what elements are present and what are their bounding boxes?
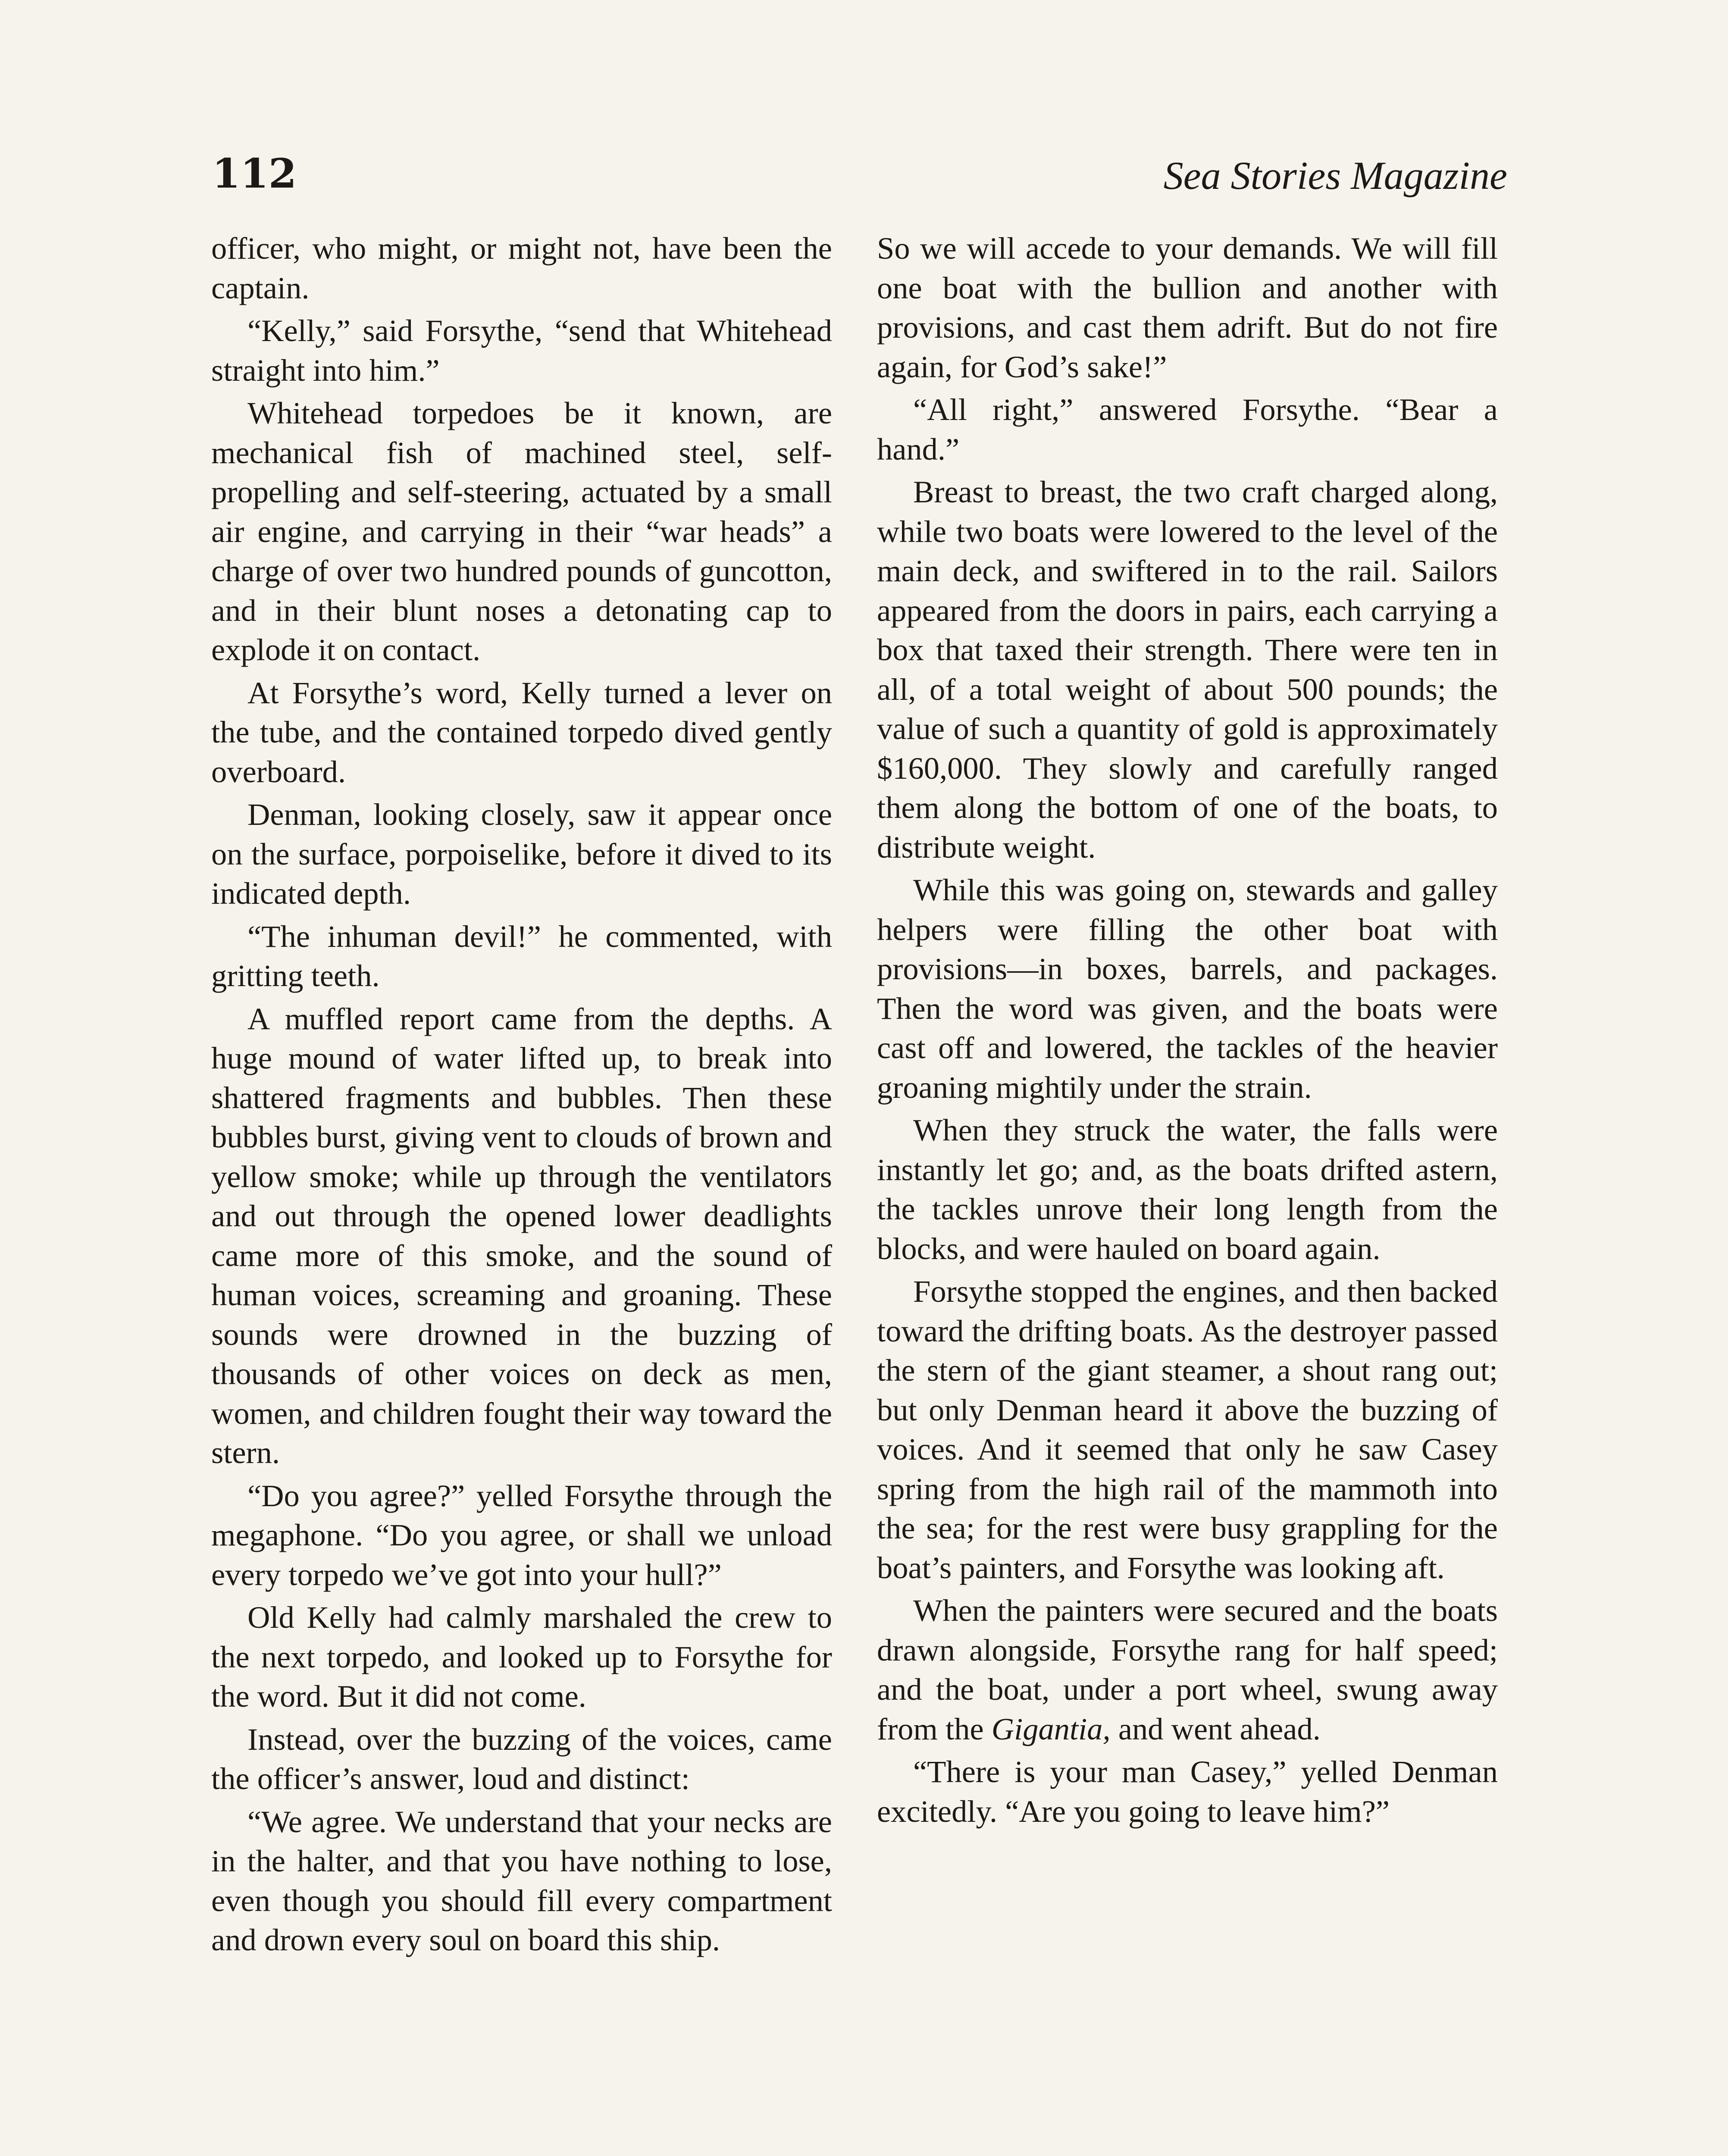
paragraph: While this was going on, stewards and galley helpers were filling the other boat with provisions—in boxes, barrels, and packages. Then the word was given, and the boats were cast off and lowered, the tackles of the heavier groaning mightily under the strain. — [877, 872, 1498, 1105]
paragraph: “Do you agree?” yelled Forsythe through the megaphone. “Do you agree, or shall we unload every torpedo we’ve got into your hull?” — [211, 1478, 832, 1592]
paragraph: Old Kelly had calmly marshaled the crew to the next torpedo, and looked up to Forsythe for the word. But it did not come. — [211, 1600, 832, 1714]
paragraph-text: and went ahead. — [1110, 1711, 1321, 1746]
paragraph: A muffled report came from the depths. A huge mound of water lifted up, to break into shattered fragments and bubbles. Then these bubbles burst, giving vent to clouds of brown and yellow smoke; while up through the ventilators and out through the opened lower deadlights came more of this smoke, and the sound of human voices, screaming and groaning. These sounds were drowned in the buzzing of thousands of other voices on deck as men, women, and children fought their way toward the stern. — [211, 1001, 832, 1470]
paragraph: “The inhuman devil!” he commented, with gritting teeth. — [211, 918, 832, 993]
paragraph: Forsythe stopped the engines, and then backed toward the drifting boats. As the destroyer passed the stern of the giant steamer, a shout rang out; but only Denman heard it above the buzzing of voices. And it seemed that only he saw Casey spring from the high rail of the mammoth into the sea; for the rest were busy grappling for the boat’s painters, and Forsythe was looking aft. — [877, 1274, 1498, 1585]
page-number: 112 — [212, 150, 297, 197]
ship-name: Gigantia, — [991, 1711, 1111, 1746]
paragraph: “We agree. We understand that your necks are in the halter, and that you have nothing to lose, even though you should fill every compartment and drown every soul on board this ship. — [211, 1804, 832, 1957]
paragraph: Denman, looking closely, saw it appear once on the surface, porpoiselike, before it dived to its indicated depth. — [211, 797, 832, 911]
paragraph: So we will accede to your demands. We will fill one boat with the bullion and another with provisions, and cast them adrift. But do not fire again, for God’s sake!” — [877, 231, 1498, 384]
running-head: Sea Stories Magazine — [1163, 154, 1507, 197]
paragraph: officer, who might, or might not, have been the captain. — [211, 231, 832, 305]
paragraph: “All right,” answered Forsythe. “Bear a hand.” — [877, 392, 1498, 467]
paragraph: Breast to breast, the two craft charged along, while two boats were lowered to the level of the main deck, and swiftered in to the rail. Sailors appeared from the doors in pairs, each carrying a box that taxed their strength. There were ten in all, of a total weight of about 500 pounds; the value of such a quantity of gold is approximately $160,000. They slowly and carefully ranged them along the bottom of one of the boats, to distribute weight. — [877, 474, 1498, 865]
paragraph — [877, 1591, 1498, 1749]
paragraph: “Kelly,” said Forsythe, “send that Whitehead straight into him.” — [211, 313, 832, 388]
paragraph-text: When the painters were secured and the boats drawn alongside, Forsythe rang for half speed; and the boat, under a port wheel, swung away from the — [877, 1593, 1498, 1746]
right-column — [877, 229, 1498, 1834]
paragraph: Instead, over the buzzing of the voices, came the officer’s answer, loud and distinct: — [211, 1721, 832, 1796]
left-column — [211, 229, 832, 1963]
paragraph: “There is your man Casey,” yelled Denman excitedly. “Are you going to leave him?” — [877, 1754, 1498, 1829]
paragraph: At Forsythe’s word, Kelly turned a lever on the tube, and the contained torpedo dived gently overboard. — [211, 675, 832, 789]
paragraph: When they struck the water, the falls were instantly let go; and, as the boats drifted astern, the tackles unrove their long length from the blocks, and were hauled on board again. — [877, 1112, 1498, 1266]
paragraph: Whitehead torpedoes be it known, are mechanical fish of machined steel, self-propelling and self-steering, actuated by a small air engine, and carrying in their “war heads” a charge of over two hundred pounds of guncotton, and in their blunt noses a detonating cap to explode it on contact. — [211, 395, 832, 667]
